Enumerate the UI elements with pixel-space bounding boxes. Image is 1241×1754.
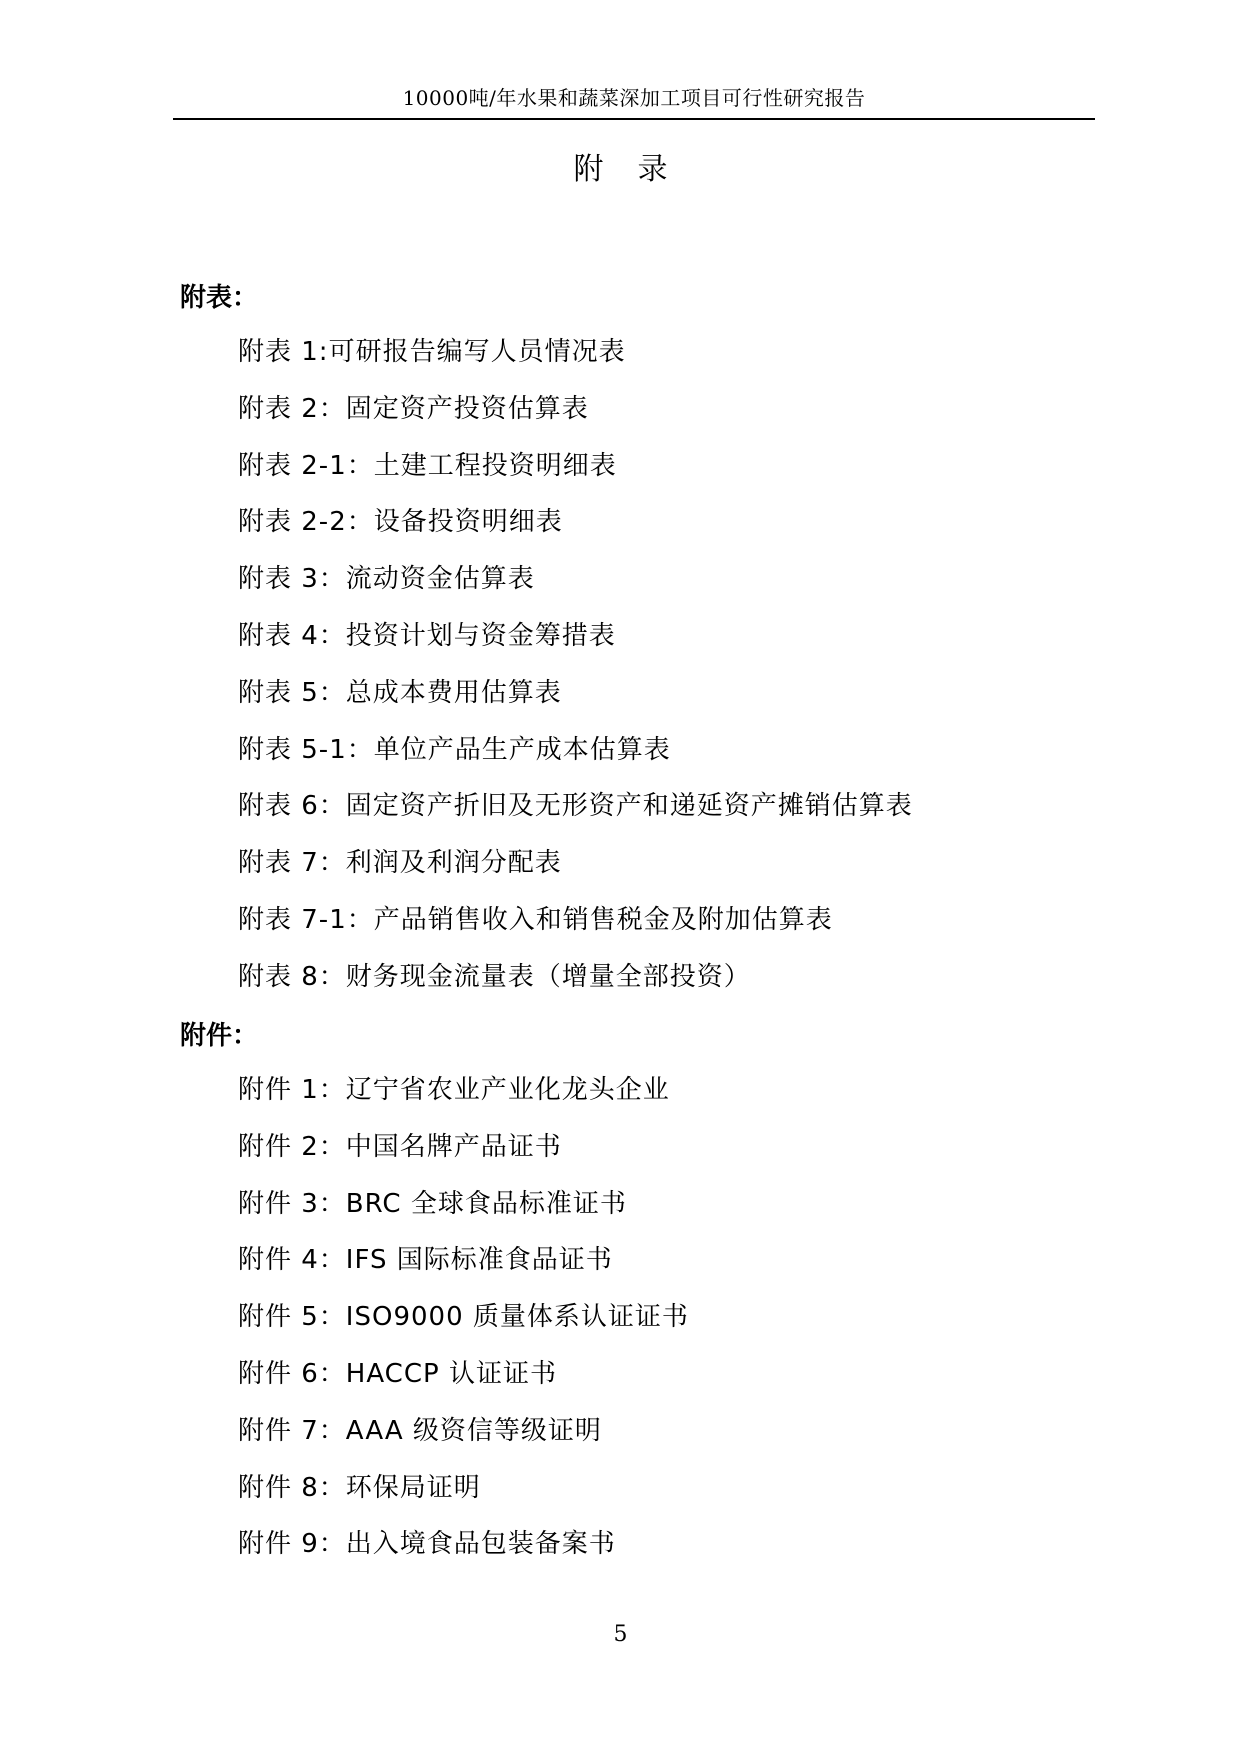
list-item: 附件 6：HACCP 认证证书 <box>238 1358 557 1389</box>
list-item: 附表 2：固定资产投资估算表 <box>238 393 589 424</box>
attachments-section-heading: 附件： <box>180 1021 259 1051</box>
list-item: 附表 1:可研报告编写人员情况表 <box>238 337 626 367</box>
header-rule <box>173 118 1095 120</box>
attachments-list <box>238 1070 689 1581</box>
list-item: 附表 5-1：单位产品生产成本估算表 <box>238 734 671 765</box>
list-item: 附表 3：流动资金估算表 <box>238 564 535 595</box>
list-item: 附表 2-2：设备投资明细表 <box>238 507 563 538</box>
list-item: 附件 3：BRC 全球食品标准证书 <box>238 1188 627 1219</box>
tables-section-heading: 附表： <box>180 283 259 313</box>
list-item: 附件 7：AAA 级资信等级证明 <box>238 1415 602 1446</box>
list-item: 附表 8：财务现金流量表（增量全部投资） <box>238 961 751 992</box>
page-number: 5 <box>613 1622 628 1647</box>
list-item: 附件 9：出入境食品包装备案书 <box>238 1529 616 1560</box>
list-item: 附件 8：环保局证明 <box>238 1472 481 1503</box>
page-title: 附录 <box>573 152 702 187</box>
list-item: 附表 6：固定资产折旧及无形资产和递延资产摊销估算表 <box>238 791 913 822</box>
list-item: 附件 5：ISO9000 质量体系认证证书 <box>238 1302 689 1333</box>
list-item: 附件 1：辽宁省农业产业化龙头企业 <box>238 1075 670 1105</box>
list-item: 附表 4：投资计划与资金筹措表 <box>238 620 616 651</box>
list-item: 附表 7：利润及利润分配表 <box>238 848 562 879</box>
list-item: 附表 2-1：土建工程投资明细表 <box>238 450 617 481</box>
list-item: 附表 5：总成本费用估算表 <box>238 677 562 708</box>
list-item: 附件 2：中国名牌产品证书 <box>238 1131 562 1162</box>
tables-list <box>238 332 913 1014</box>
list-item: 附表 7-1：产品销售收入和销售税金及附加估算表 <box>238 904 833 935</box>
list-item: 附件 4：IFS 国际标准食品证书 <box>238 1245 613 1276</box>
running-header: 10000吨/年水果和蔬菜深加工项目可行性研究报告 <box>402 86 866 110</box>
